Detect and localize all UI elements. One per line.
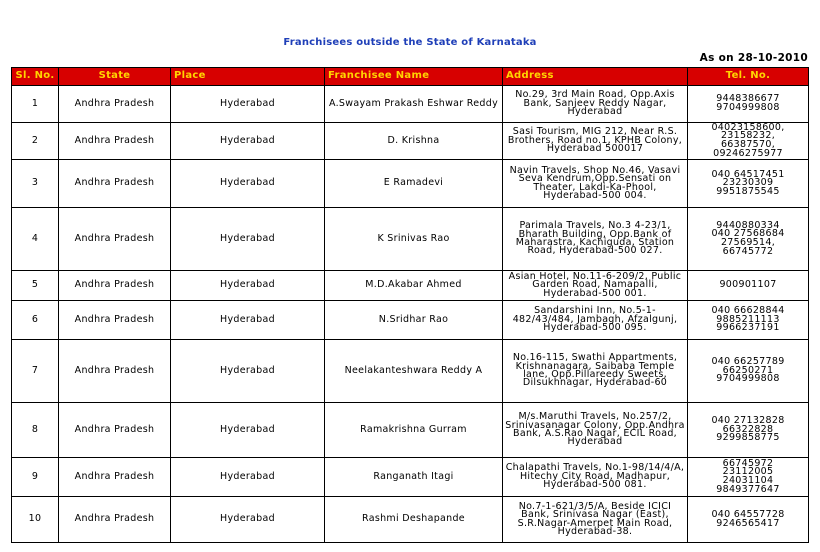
cell-state: Andhra Pradesh [59,86,171,123]
as-on-date: As on 28-10-2010 [699,52,808,64]
cell-place: Hyderabad [171,301,325,340]
cell-tel-no: 040 64517451 23230309 9951875545 [688,160,809,208]
header-place: Place [171,68,325,86]
cell-address: Sandarshini Inn, No.5-1-482/43/484, Jambagh, Afzalgunj, Hyderabad-500 095. [503,301,688,340]
cell-sl-no: 3 [12,160,59,208]
cell-sl-no: 2 [12,123,59,160]
table-row [12,403,809,458]
cell-place: Hyderabad [171,497,325,543]
page-title: Franchisees outside the State of Karnataka [283,37,537,48]
cell-franchisee-name: K Srinivas Rao [325,208,503,271]
cell-state: Andhra Pradesh [59,123,171,160]
cell-state: Andhra Pradesh [59,340,171,403]
cell-state: Andhra Pradesh [59,271,171,301]
cell-sl-no: 1 [12,86,59,123]
table-row [12,340,809,403]
cell-tel-no: 040 27132828 66322828 9299858775 [688,403,809,458]
cell-address: Parimala Travels, No.3 4-23/1, Bharath Building, Opp.Bank of Maharastra, Kachiguda, Station Road, Hyderabad-500 027. [503,208,688,271]
cell-address: Navin Travels, Shop No.46, Vasavi Seva Kendrum,Opp.Sensati on Theater, Lakdi-Ka-Phool, Hyderabad-500 004. [503,160,688,208]
cell-tel-no: 04023158600, 23158232, 66387570, 09246275977 [688,123,809,160]
cell-state: Andhra Pradesh [59,160,171,208]
table-row [12,301,809,340]
cell-sl-no: 10 [12,497,59,543]
cell-tel-no: 040 66257789 66250271 9704999808 [688,340,809,403]
header-state: State [59,68,171,86]
cell-sl-no: 8 [12,403,59,458]
cell-place: Hyderabad [171,160,325,208]
cell-place: Hyderabad [171,271,325,301]
cell-address: Asian Hotel, No.11-6-209/2, Public Garden Road, Namapalli, Hyderabad-500 001. [503,271,688,301]
cell-tel-no: 900901107 [688,271,809,301]
cell-address: No.7-1-621/3/5/A, Beside ICICI Bank, Srinivasa Nagar (East), S.R.Nagar-Amerpet Main Road, Hyderabad-38. [503,497,688,543]
cell-sl-no: 6 [12,301,59,340]
table-header-row [12,68,809,86]
table-row [12,458,809,497]
header-tel-no: Tel. No. [688,68,809,86]
franchisees-table [11,67,809,543]
cell-state: Andhra Pradesh [59,497,171,543]
table-row [12,160,809,208]
header-franchisee-name: Franchisee Name [325,68,503,86]
cell-franchisee-name: N.Sridhar Rao [325,301,503,340]
cell-tel-no: 9448386677 9704999808 [688,86,809,123]
cell-state: Andhra Pradesh [59,458,171,497]
cell-state: Andhra Pradesh [59,208,171,271]
cell-tel-no: 9440880334 040 27568684 27569514, 66745772 [688,208,809,271]
cell-sl-no: 4 [12,208,59,271]
table-row [12,208,809,271]
cell-franchisee-name: D. Krishna [325,123,503,160]
cell-place: Hyderabad [171,340,325,403]
cell-sl-no: 9 [12,458,59,497]
cell-tel-no: 040 66628844 9885211113 9966237191 [688,301,809,340]
cell-franchisee-name: E Ramadevi [325,160,503,208]
table-row [12,497,809,543]
header-sl-no: Sl. No. [12,68,59,86]
cell-state: Andhra Pradesh [59,403,171,458]
header-address: Address [503,68,688,86]
cell-franchisee-name: Rashmi Deshapande [325,497,503,543]
cell-place: Hyderabad [171,123,325,160]
table-row [12,86,809,123]
cell-tel-no: 66745972 23112005 24031104 9849377647 [688,458,809,497]
cell-place: Hyderabad [171,458,325,497]
cell-place: Hyderabad [171,208,325,271]
cell-address: Chalapathi Travels, No.1-98/14/4/A, Hitechy City Road, Madhapur, Hyderabad-500 081. [503,458,688,497]
cell-sl-no: 5 [12,271,59,301]
cell-franchisee-name: Ranganath Itagi [325,458,503,497]
cell-franchisee-name: M.D.Akabar Ahmed [325,271,503,301]
cell-address: M/s.Maruthi Travels, No.257/2, Srinivasanagar Colony, Opp.Andhra Bank, A.S.Rao Nagar, ECIL Road, Hyderabad [503,403,688,458]
cell-address: No.16-115, Swathi Appartments, Krishnanagara, Saibaba Temple lane, Opp.Pillareedy Sweets, Dilsukhnagar, Hyderabad-60 [503,340,688,403]
cell-franchisee-name: Neelakanteshwara Reddy A [325,340,503,403]
table-row [12,271,809,301]
cell-place: Hyderabad [171,86,325,123]
cell-tel-no: 040 64557728 9246565417 [688,497,809,543]
table-row [12,123,809,160]
cell-place: Hyderabad [171,403,325,458]
cell-address: Sasi Tourism, MIG 212, Near R.S. Brothers, Road no.1, KPHB Colony, Hyderabad 500017 [503,123,688,160]
cell-franchisee-name: A.Swayam Prakash Eshwar Reddy [325,86,503,123]
cell-franchisee-name: Ramakrishna Gurram [325,403,503,458]
cell-state: Andhra Pradesh [59,301,171,340]
cell-sl-no: 7 [12,340,59,403]
cell-address: No.29, 3rd Main Road, Opp.Axis Bank, Sanjeev Reddy Nagar, Hyderabad [503,86,688,123]
